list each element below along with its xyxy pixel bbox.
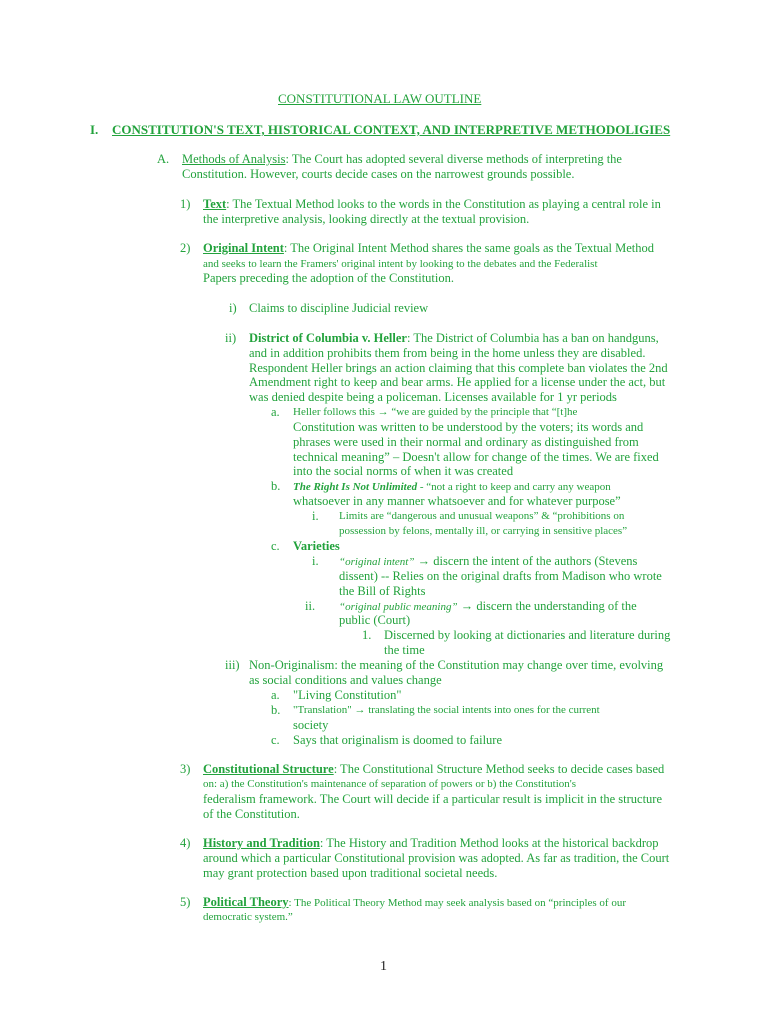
- item-marker: 3): [180, 762, 191, 776]
- paragraph-line: [293, 479, 611, 495]
- item-marker: iii): [225, 658, 240, 672]
- paragraph-line: the time: [384, 643, 425, 657]
- item-heading: Constitutional Structure: [203, 762, 334, 776]
- paragraph-line: of the Constitution.: [203, 807, 300, 821]
- paragraph-line: democratic system.”: [203, 911, 293, 923]
- paragraph-line: and seeks to learn the Framers' original intent by looking to the debates and the Federalist: [203, 258, 598, 270]
- item-marker: 1): [180, 197, 191, 211]
- paragraph-line: "Translation" → translating the social intents into ones for the current: [293, 704, 600, 716]
- paragraph-line: Discerned by looking at dictionaries and literature during: [384, 628, 671, 642]
- paragraph-line: dissent) -- Relies on the original drafts from Madison who wrote: [339, 569, 662, 583]
- paragraph-line: technical meaning” – Doesn't allow for change of the times. We are fixed: [293, 450, 659, 464]
- paragraph-line: [339, 554, 637, 570]
- item-heading: Varieties: [293, 539, 340, 553]
- paragraph-line: federalism framework. The Court will decide if a particular result is implicit in the structure: [203, 792, 662, 806]
- paragraph-line: Papers preceding the adoption of the Constitution.: [203, 271, 454, 285]
- paragraph-line: Non-Originalism: the meaning of the Constitution may change over time, evolving: [249, 658, 664, 672]
- item-marker: a.: [271, 405, 280, 419]
- item-heading: “original intent”: [339, 556, 415, 568]
- page-number: 1: [380, 959, 387, 974]
- paragraph-line: may grant protection based upon traditional societal needs.: [203, 866, 498, 880]
- paragraph-line: the interpretive analysis, looking directly at the textual provision.: [203, 212, 530, 226]
- item-marker: 4): [180, 836, 191, 850]
- item-marker: c.: [271, 539, 280, 553]
- paragraph-line: [203, 197, 661, 212]
- item-text: : The Political Theory Method may seek analysis based on “principles of our: [288, 897, 626, 909]
- paragraph-line: phrases were used in their normal and ordinary as distinguished from: [293, 435, 639, 449]
- item-heading: Text: [203, 197, 227, 211]
- item-text: : The Constitutional Structure Method seeks to decide cases based: [333, 762, 665, 776]
- section-number: I.: [90, 122, 99, 137]
- paragraph-line: public (Court): [339, 613, 411, 627]
- item-heading: The Right Is Not Unlimited: [293, 481, 418, 493]
- paragraph-line: Constitution was written to be understood by the voters; its words and: [293, 420, 644, 434]
- paragraph-line: [249, 331, 659, 346]
- item-marker: c.: [271, 733, 280, 747]
- paragraph-line: into the social norms of when it was created: [293, 464, 514, 478]
- item-heading: “original public meaning”: [339, 601, 458, 613]
- paragraph-line: [182, 152, 622, 167]
- paragraph-line: Respondent Heller brings an action claiming that this complete ban violates the 2nd: [249, 361, 668, 375]
- paragraph-line: Amendment right to keep and bear arms. He applied for a license under the act, but: [249, 375, 666, 389]
- item-marker: b.: [271, 479, 281, 493]
- item-text: : The Original Intent Method shares the same goals as the Textual Method: [283, 241, 655, 255]
- item-text: - “not a right to keep and carry any weapon: [417, 481, 611, 493]
- item-text: → discern the intent of the authors (Stevens: [414, 554, 638, 568]
- paragraph-line: [203, 895, 626, 911]
- item-marker: ii.: [305, 599, 316, 613]
- paragraph-line: Says that originalism is doomed to failure: [293, 733, 502, 747]
- paragraph-line: the Bill of Rights: [339, 584, 426, 598]
- item-text: : The Textual Method looks to the words in the Constitution as playing a central role in: [226, 197, 661, 211]
- paragraph-line: Heller follows this → “we are guided by the principle that “[t]he: [293, 406, 578, 418]
- item-text: → discern the understanding of the: [457, 599, 637, 613]
- paragraph-line: and in addition prohibits them from being in the home unless they are disabled.: [249, 346, 646, 360]
- paragraph-line: [203, 762, 664, 777]
- item-marker: i.: [312, 509, 319, 523]
- item-heading: History and Tradition: [203, 836, 320, 850]
- section-title: CONSTITUTION'S TEXT, HISTORICAL CONTEXT, AND INTERPRETIVE METHODOLIGIES: [112, 122, 671, 137]
- item-heading: Methods of Analysis: [182, 152, 286, 166]
- document-title: CONSTITUTIONAL LAW OUTLINE: [278, 91, 482, 106]
- paragraph-line: was denied despite being a policeman. Licenses available for 1 yr periods: [249, 390, 617, 404]
- paragraph-line: Claims to discipline Judicial review: [249, 301, 429, 315]
- item-marker: ii): [225, 331, 237, 345]
- paragraph-line: "Living Constitution": [293, 688, 402, 702]
- paragraph-line: possession by felons, mentally ill, or carrying in sensitive places”: [339, 525, 628, 537]
- item-marker: 2): [180, 241, 191, 255]
- item-marker: i): [229, 301, 237, 315]
- paragraph-line: around which a particular Constitutional provision was adopted. As far as tradition, the Court: [203, 851, 670, 865]
- item-marker: 5): [180, 895, 191, 909]
- item-heading: Original Intent: [203, 241, 284, 255]
- paragraph-line: [203, 836, 659, 851]
- paragraph-line: whatsoever in any manner whatsoever and for whatever purpose”: [293, 494, 621, 508]
- item-marker: i.: [312, 554, 319, 568]
- item-marker: 1.: [362, 628, 372, 642]
- paragraph-line: Limits are “dangerous and unusual weapons” & “prohibitions on: [339, 510, 625, 522]
- item-text: : The History and Tradition Method looks at the historical backdrop: [319, 836, 659, 850]
- item-marker: a.: [271, 688, 280, 702]
- item-marker: A.: [157, 152, 170, 166]
- paragraph-line: society: [293, 718, 329, 732]
- item-text: : The Court has adopted several diverse methods of interpreting the: [285, 152, 622, 166]
- paragraph-line: on: a) the Constitution's maintenance of separation of powers or b) the Constitution's: [203, 778, 577, 790]
- item-marker: b.: [271, 703, 281, 717]
- item-heading: Political Theory: [203, 895, 289, 909]
- item-text: : The District of Columbia has a ban on handguns,: [406, 331, 659, 345]
- paragraph-line: [203, 241, 654, 256]
- paragraph-line: Constitution. However, courts decide cases on the narrowest grounds possible.: [182, 167, 575, 181]
- case-name: District of Columbia v. Heller: [249, 331, 407, 345]
- paragraph-line: as social conditions and values change: [249, 673, 442, 687]
